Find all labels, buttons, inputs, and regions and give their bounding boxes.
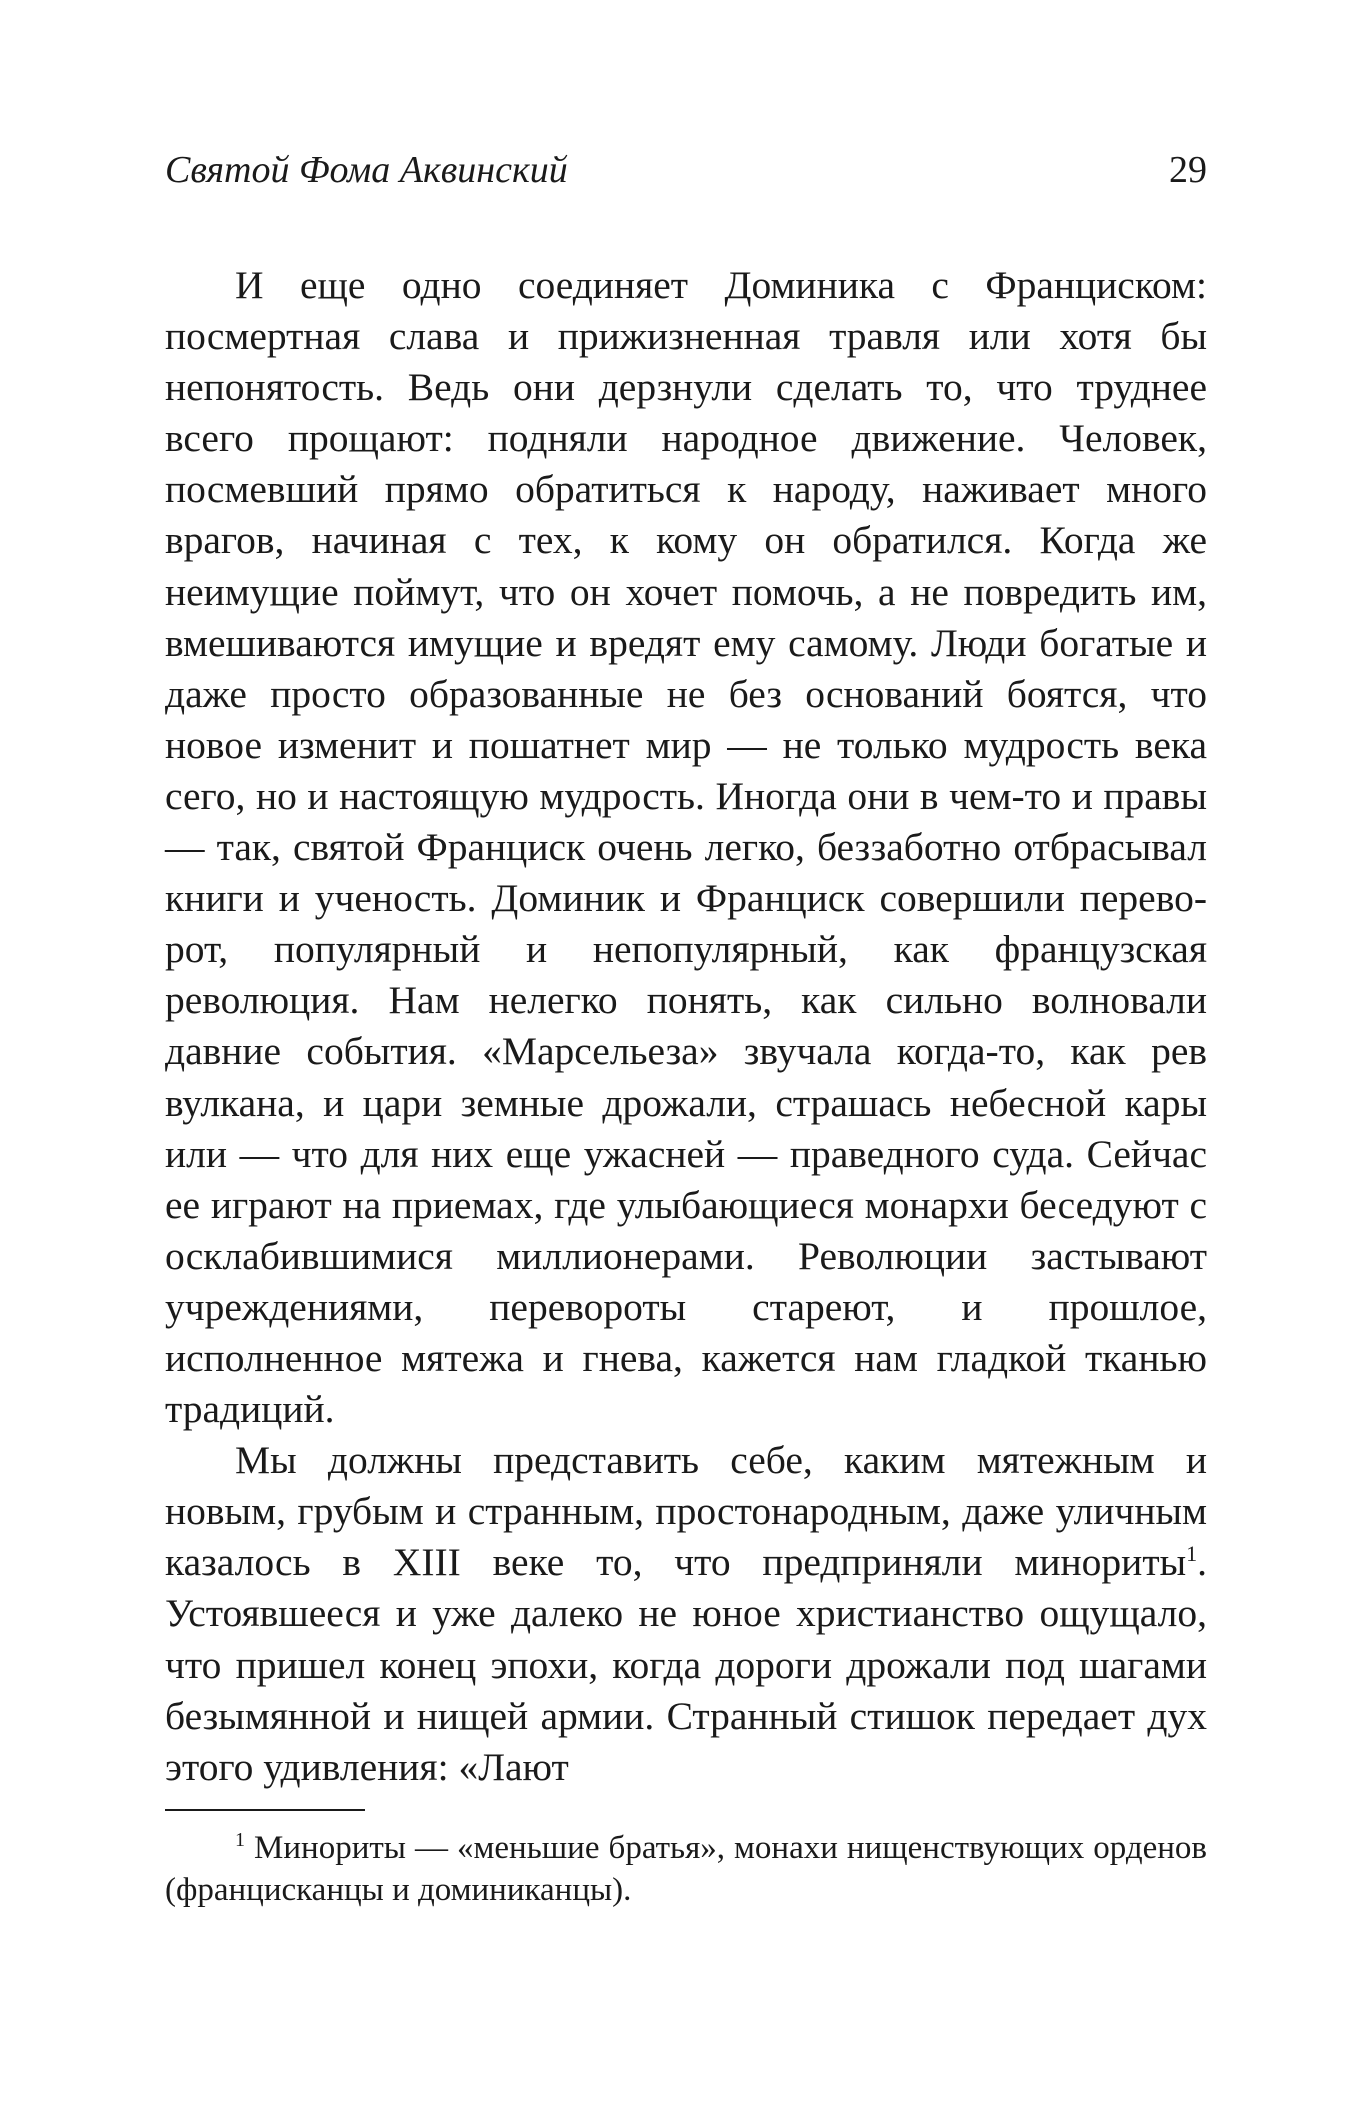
footnote-reference[interactable]: 1: [1186, 1541, 1198, 1567]
paragraph-2: [165, 1435, 1207, 1793]
footnote-marker: 1: [235, 1828, 245, 1851]
running-head: [165, 140, 1207, 200]
paragraph-1: И еще одно соединяет Доминика с Франциском: посмертная слава и прижизненная травля или хотя бы непонятость. Ведь они дерзнули сделать то, что труднее всего прощают: подняли народное движение. Человек, посмевший прямо обратиться к народу, наживает много врагов, начиная с тех, к кому он обратился. Когда же неимущие поймут, что он хочет помочь, а не повредить им, вмешиваются имущие и вредят ему самому. Люди богатые и даже просто образованные не без оснований боятся, что новое изменит и пошатнет мир — не только мудрость века сего, но и настоящую мудрость. Иногда они в чем-то и правы — так, святой Франциск очень легко, беззаботно отбрасывал книги и ученость. Доминик и Франциск совершили переворот, популярный и непопулярный, как французская революция. Нам нелегко понять, как сильно волновали давние события. «Марсельеза» звучала когда-то, как рев вулкана, и цари земные дрожали, страшась небесной кары или — что для них еще ужасней — праведного суда. Сейчас ее играют на приемах, где улыбающиеся монархи беседуют с осклабившимися миллионерами. Революции застывают учреждениями, перевороты стареют, и прошлое, исполненное мятежа и гнева, кажется нам гладкой тканью традиций.: [165, 263, 1207, 1432]
footnote-text: Минориты — «меньшие братья», монахи нищенствующих орденов (францисканцы и доминиканцы).: [165, 1829, 1207, 1908]
page-number: 29: [1169, 149, 1207, 191]
footnote: [165, 1827, 1207, 1911]
running-title: Святой Фома Аквинский: [165, 149, 568, 191]
body-text: [165, 260, 1207, 1793]
paragraph-2-text-end: . Устоявшееся и уже далеко не юное христианство ощущало, что пришел конец эпохи, когда дороги дрожали под шагами безымянной и нищей армии. Странный стишок передает дух этого удивления: «Лают: [165, 1540, 1207, 1789]
book-page: [165, 140, 1207, 1911]
footnote-divider: [165, 1809, 365, 1811]
paragraph-2-text-start: Мы должны представить себе, каким мятежным и новым, грубым и странным, простонародным, даже уличным казалось в XIII веке то, что предприняли минориты: [165, 1438, 1207, 1585]
